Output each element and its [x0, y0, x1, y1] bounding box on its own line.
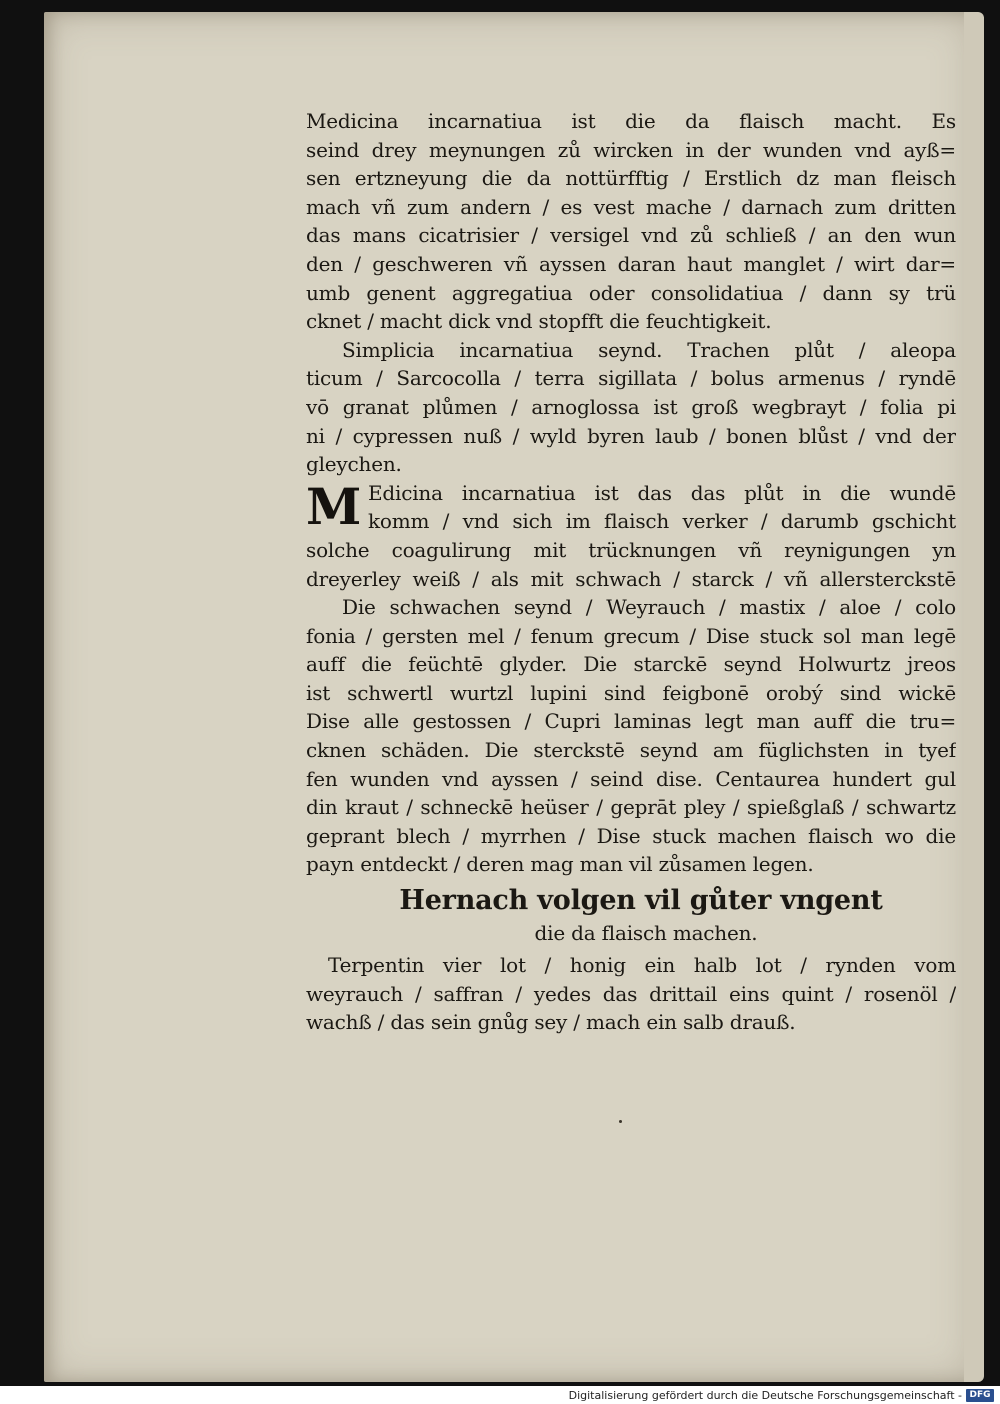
- credit-bar: [0, 1386, 1000, 1404]
- drop-cap-initial: M: [306, 476, 362, 536]
- text-line: payn entdeckt / deren mag man vil zůsamen legen.: [306, 852, 814, 877]
- text-line: weyrauch / saffran / yedes das drittail eins quint / rosenöl /: [306, 981, 956, 1006]
- paragraph-schwachen: [306, 593, 956, 879]
- ink-speck: [619, 1120, 622, 1123]
- text-line: den / geschweren vñ ayssen daran haut manglet / wirt dar=: [306, 251, 956, 276]
- dfg-logo: DFG: [966, 1389, 994, 1402]
- paragraph-with-initial: [306, 476, 956, 593]
- text-line: ist schwertl wurtzl lupini sind feigbonē orobý sind wickē: [306, 680, 956, 705]
- text-line: solche coagulirung mit trücknungen vñ reynigungen yn: [306, 537, 956, 562]
- text-line: din kraut / schneckē heüser / geprāt pley / spießglaß / schwartz: [306, 795, 956, 820]
- text-line: dreyerley weiß / als mit schwach / starck / vñ allersterckstē: [306, 566, 956, 591]
- text-line: Dise alle gestossen / Cupri laminas legt man auff die tru=: [306, 709, 956, 734]
- paragraph-simplicia: [306, 336, 956, 479]
- text-line: umb genent aggregatiua oder consolidatiua / dann sy trü: [306, 280, 956, 305]
- text-line: Medicina incarnatiua ist die da flaisch macht. Es: [306, 109, 956, 133]
- text-line: ni / cypressen nuß / wyld byren laub / bonen blůst / vnd der: [306, 423, 956, 448]
- text-line: seind drey meynungen zů wircken in der wunden vnd ayß=: [306, 137, 956, 162]
- text-line: geprant blech / myrrhen / Dise stuck machen flaisch wo die: [306, 823, 956, 848]
- paragraph-medicina-incarnatiua: [306, 107, 956, 336]
- text-line: vō granat plůmen / arnoglossa ist groß wegbrayt / folia pi: [306, 394, 956, 419]
- text-line: gleychen.: [306, 452, 402, 477]
- text-line: mach vñ zum andern / es vest mache / darnach zum dritten: [306, 194, 956, 219]
- text-line: Terpentin vier lot / honig ein halb lot / rynden vom: [328, 953, 956, 978]
- section-heading: Hernach volgen vil gůter vngent: [399, 885, 883, 917]
- text-line: komm / vnd sich im flaisch verker / darumb gschicht: [368, 509, 956, 534]
- text-line: sen ertzneyung die da nottürfftig / Erstlich dz man fleisch: [306, 166, 956, 191]
- text-line: Die schwachen seynd / Weyrauch / mastix / aloe / colo: [342, 595, 956, 620]
- text-line: auff die feüchtē glyder. Die starckē seynd Holwurtz jreos: [306, 652, 956, 677]
- text-line: Edicina incarnatiua ist das das plůt in die wundē: [368, 480, 956, 505]
- text-line: wachß / das sein gnůg sey / mach ein salb drauß.: [306, 1010, 796, 1035]
- text-line: das mans cicatrisier / versigel vnd zů schließ / an den wun: [306, 223, 956, 248]
- page-text: [306, 107, 956, 1037]
- text-line: Simplicia incarnatiua seynd. Trachen plůt / aleopa: [342, 337, 956, 362]
- book-page: [44, 12, 974, 1382]
- funding-credit-text: Digitalisierung gefördert durch die Deutsche Forschungsgemeinschaft -: [568, 1389, 962, 1402]
- paragraph-recipe: [306, 951, 956, 1037]
- text-line: cknet / macht dick vnd stopfft die feuchtigkeit.: [306, 309, 772, 334]
- text-line: cknen schäden. Die sterckstē seynd am füglichsten in tyef: [306, 738, 956, 763]
- text-line: fonia / gersten mel / fenum grecum / Dise stuck sol man legē: [306, 623, 956, 648]
- text-line: ticum / Sarcocolla / terra sigillata / bolus armenus / ryndē: [306, 366, 956, 391]
- section-subheading: die da flaisch machen.: [534, 921, 758, 946]
- text-line: fen wunden vnd ayssen / seind dise. Centaurea hundert gul: [306, 766, 956, 791]
